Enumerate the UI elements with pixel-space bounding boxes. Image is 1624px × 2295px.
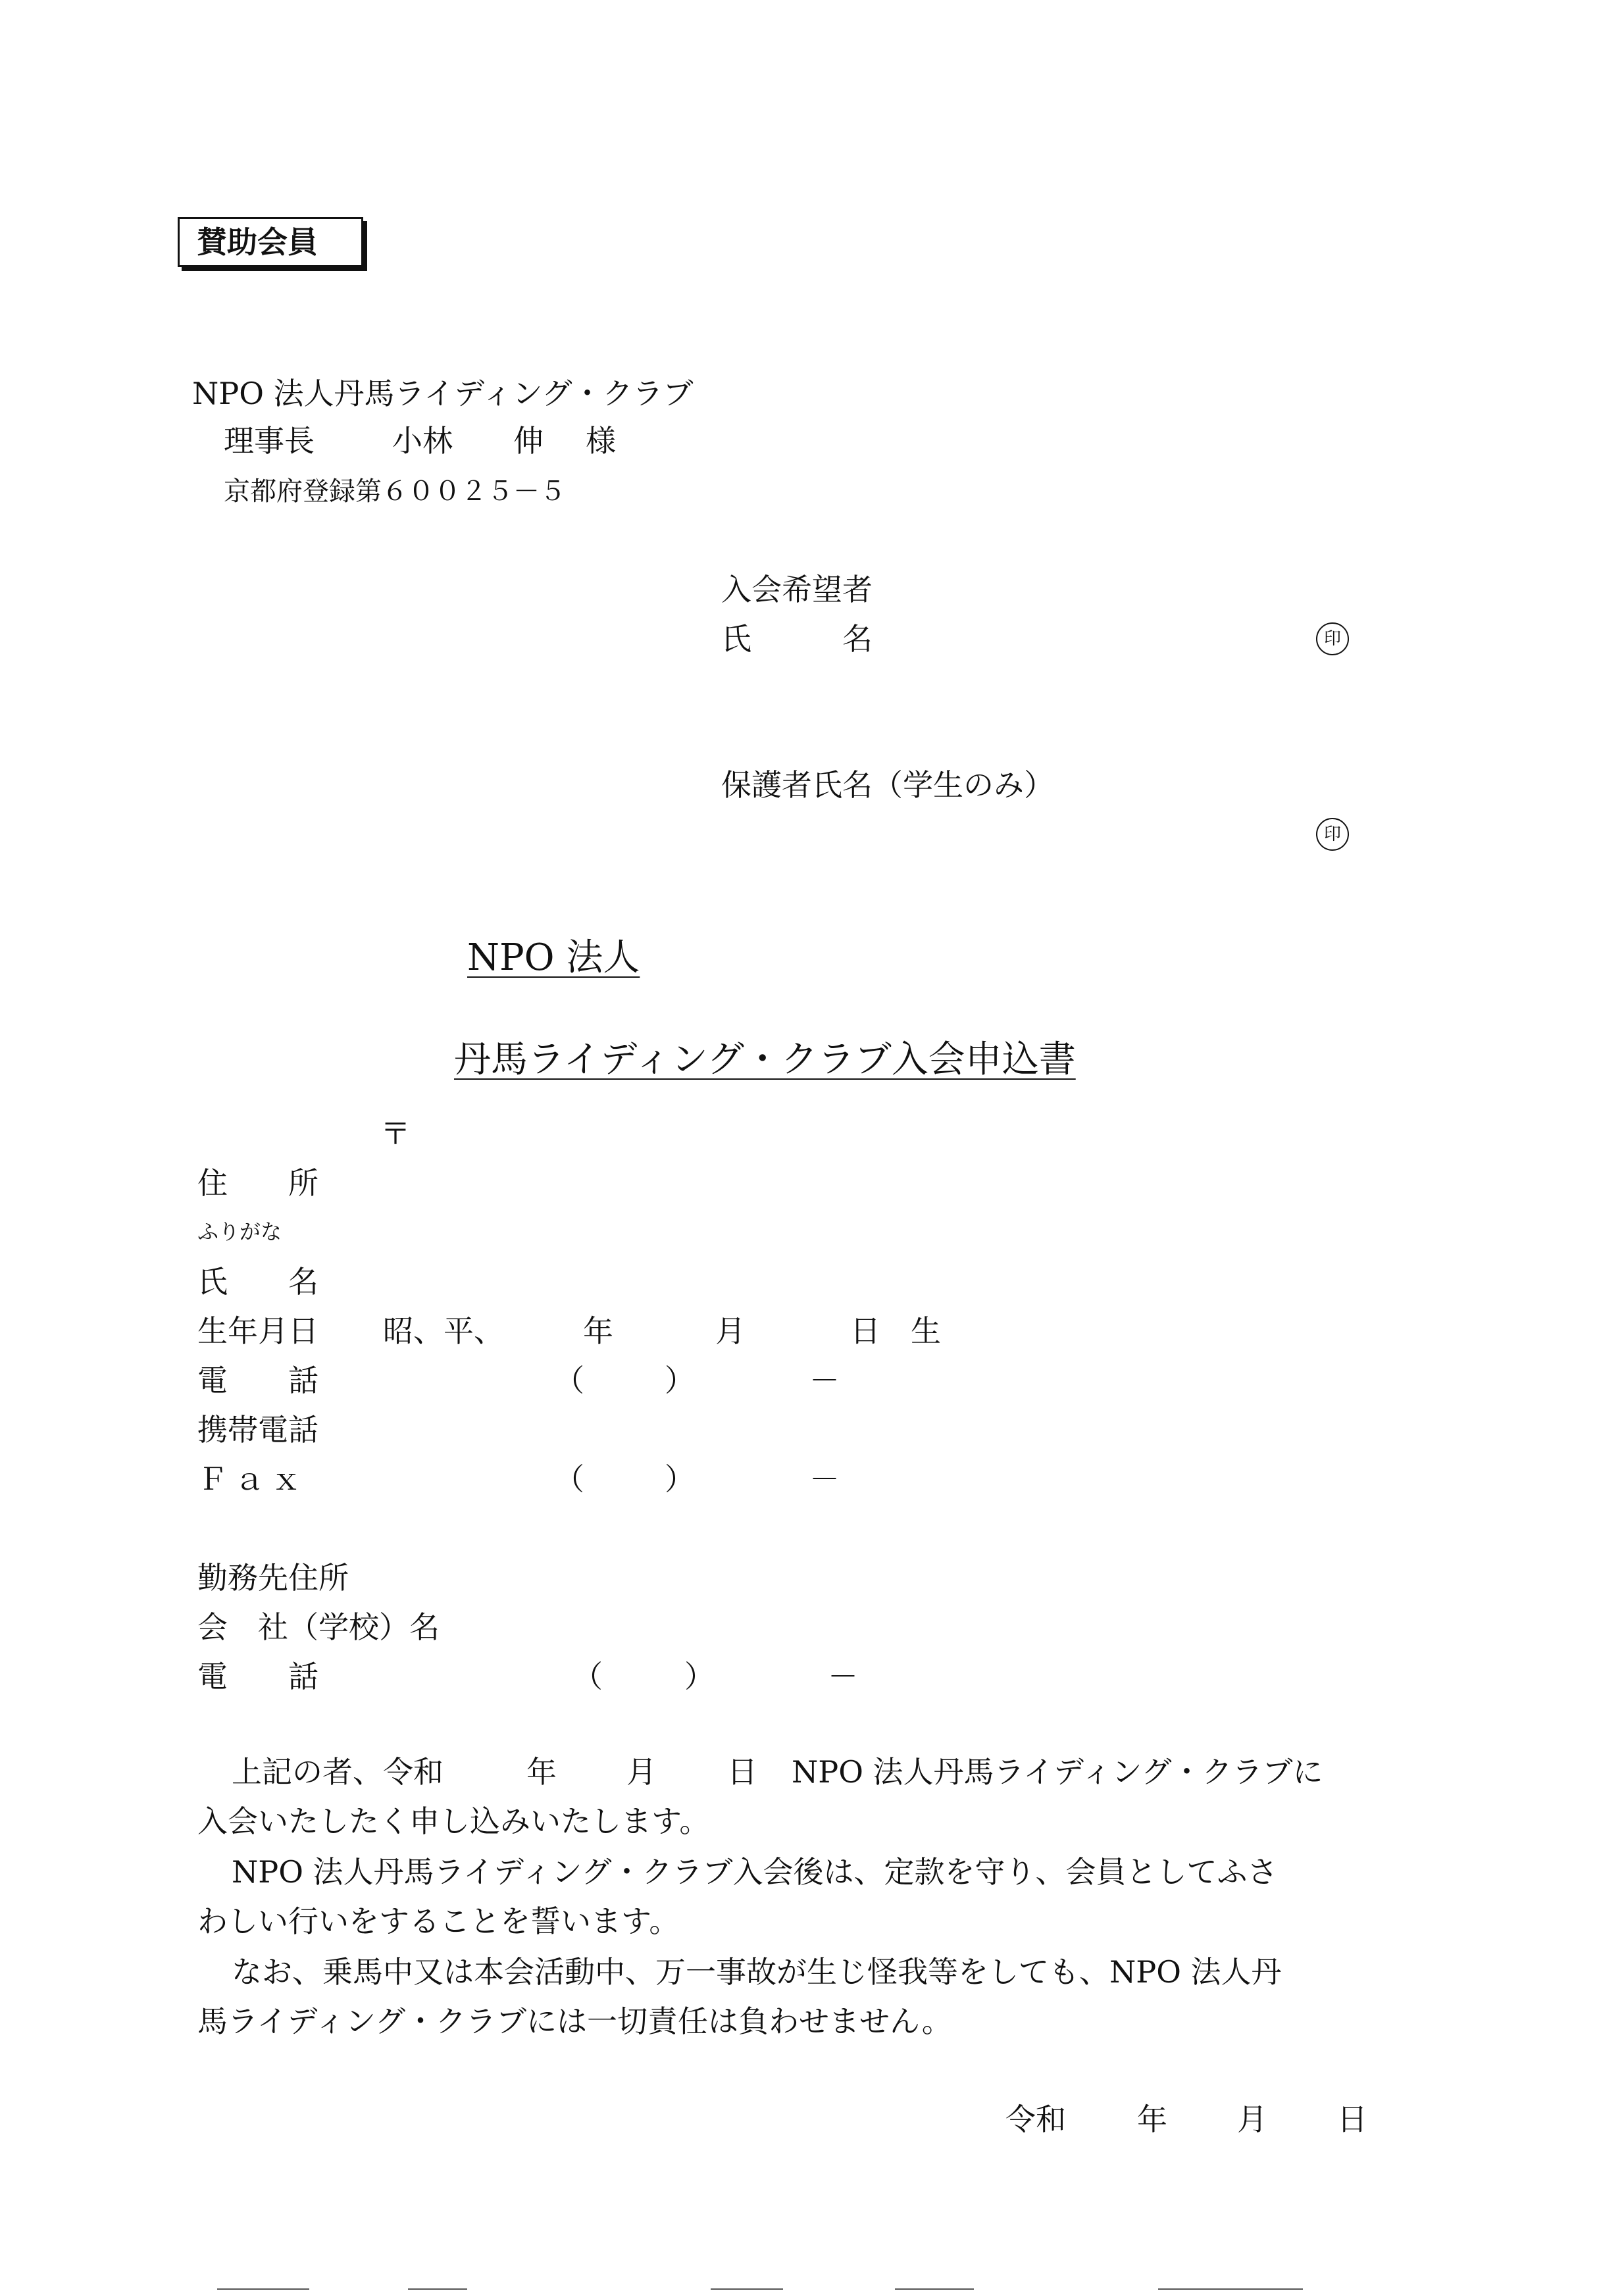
scan-artifact (711, 2288, 783, 2290)
address-label: 住 所 (197, 1165, 318, 1201)
scan-artifact (408, 2288, 467, 2290)
member-type-badge: 賛助会員 (178, 217, 363, 267)
phone-paren-close: ） (665, 1363, 695, 1398)
company-label: 会 社（学校）名 (197, 1609, 440, 1645)
date-era: 令和 (1005, 2102, 1066, 2137)
fax-label: Ｆａｘ (197, 1461, 308, 1497)
date-year: 年 (1137, 2102, 1167, 2137)
chair-role: 理事長 (224, 423, 315, 459)
seal-mark: 印 (1316, 622, 1349, 655)
name-label: 氏 名 (197, 1264, 318, 1299)
work-phone-dash: － (828, 1659, 858, 1694)
work-phone-paren-open: （ (572, 1659, 603, 1694)
work-address-label: 勤務先住所 (197, 1560, 349, 1596)
chair-name: 小林 伸 (392, 423, 544, 459)
birthdate-day: 日 生 (850, 1313, 941, 1349)
declaration-p1-line2: 入会いたしたく申し込みいたします。 (197, 1803, 710, 1839)
phone-label: 電 話 (197, 1363, 318, 1398)
declaration-p1-end: NPO 法人丹馬ライディング・クラブに (792, 1754, 1323, 1790)
declaration-day: 日 (727, 1754, 757, 1790)
declaration-p1-start: 上記の者、令和 (232, 1754, 444, 1790)
scan-artifact (1158, 2288, 1303, 2290)
applicant-name-label: 氏 名 (721, 621, 873, 657)
birthdate-era: 昭、平、 (383, 1313, 504, 1349)
birthdate-month: 月 (715, 1313, 746, 1349)
mobile-label: 携帯電話 (197, 1412, 318, 1448)
title-line-2: 丹馬ライディング・クラブ入会申込書 (454, 1038, 1076, 1081)
postal-mark: 〒 (380, 1116, 411, 1151)
date-day: 日 (1337, 2102, 1367, 2137)
birthdate-year: 年 (583, 1313, 613, 1349)
fax-paren-open: （ (554, 1461, 584, 1497)
declaration-month: 月 (626, 1754, 657, 1790)
furigana-label: ふりがな (197, 1219, 282, 1244)
honorific: 様 (586, 423, 616, 459)
applicant-heading: 入会希望者 (721, 572, 873, 607)
declaration-year: 年 (526, 1754, 557, 1790)
registration-number: 京都府登録第６００２５－５ (224, 476, 566, 507)
declaration-p3-line2: 馬ライディング・クラブには一切責任は負わせません。 (197, 2004, 952, 2039)
addressee-org: NPO 法人丹馬ライディング・クラブ (192, 376, 694, 411)
declaration-p2-line1: NPO 法人丹馬ライディング・クラブ入会後は、定款を守り、会員としてふさ (232, 1854, 1278, 1890)
scan-artifact (895, 2288, 974, 2290)
work-phone-paren-close: ） (684, 1659, 715, 1694)
phone-dash: － (809, 1363, 840, 1398)
declaration-p3-line1: なお、乗馬中又は本会活動中、万一事故が生じ怪我等をしても、NPO 法人丹 (232, 1954, 1282, 1990)
scan-artifact (217, 2288, 309, 2290)
guardian-name-label: 保護者氏名（学生のみ） (721, 767, 1054, 803)
title-line-1: NPO 法人 (467, 936, 640, 979)
fax-paren-close: ） (665, 1461, 695, 1497)
date-month: 月 (1237, 2102, 1267, 2137)
work-phone-label: 電 話 (197, 1659, 318, 1694)
birthdate-label: 生年月日 (197, 1313, 318, 1349)
fax-dash: － (809, 1461, 840, 1497)
phone-paren-open: （ (554, 1363, 584, 1398)
guardian-seal-mark: 印 (1316, 818, 1349, 851)
declaration-p2-line2: わしい行いをすることを誓います。 (197, 1904, 680, 1939)
